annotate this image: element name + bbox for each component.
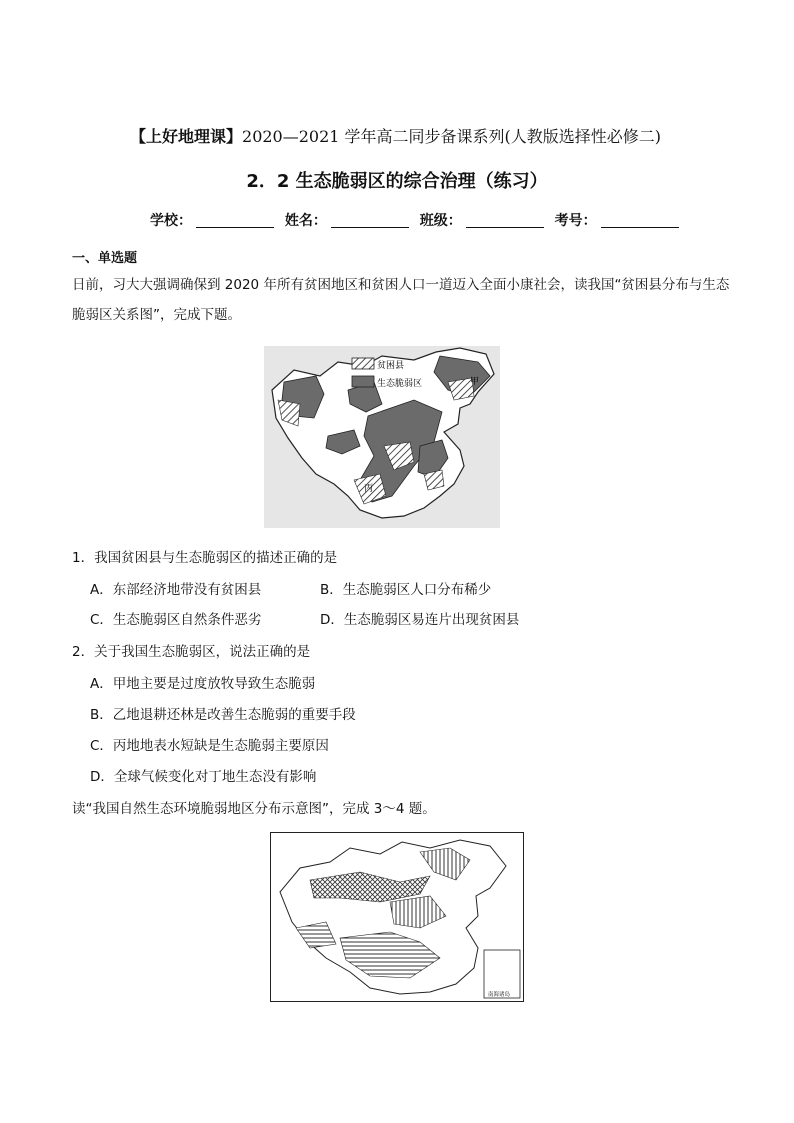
page-title: 2．2 生态脆弱区的综合治理（练习） xyxy=(246,171,548,192)
legend-poor-swatch xyxy=(352,358,374,369)
series-tag: 【上好地理课】 xyxy=(130,127,243,146)
intro-paragraph-2: 读“我国自然生态环境脆弱地区分布示意图”，完成 3～4 题。 xyxy=(72,801,436,817)
q1-option-d[interactable]: D．生态脆弱区易连片出现贫困县 xyxy=(320,612,520,628)
q2-stem: 2．关于我国生态脆弱区，说法正确的是 xyxy=(72,644,311,660)
section-heading: 一、单选题 xyxy=(72,251,138,266)
legend-poor-label: 贫困县 xyxy=(377,361,405,371)
south-sea-inset xyxy=(484,950,520,998)
student-info-row xyxy=(150,210,685,230)
name-field xyxy=(285,210,409,230)
series-header xyxy=(130,124,730,147)
q1-option-c[interactable]: C．生态脆弱区自然条件恶劣 xyxy=(90,612,262,628)
series-rest: 2020—2021 学年高二同步备课系列(人教版选择性必修二) xyxy=(242,127,662,146)
name-blank[interactable] xyxy=(331,213,409,228)
q1-option-a[interactable]: A．东部经济地带没有贫困县 xyxy=(90,582,262,598)
poverty-fragile-map xyxy=(264,346,500,528)
intro-paragraph-1: 日前，习大大强调确保到 2020 年所有贫困地区和贫困人口一道迈入全面小康社会，读我国“贫困县分布与生态脆弱区关系图”，完成下题。 xyxy=(72,277,730,323)
q1-stem: 1．我国贫困县与生态脆弱区的描述正确的是 xyxy=(72,550,338,566)
school-blank[interactable] xyxy=(196,213,274,228)
fragile-environment-map xyxy=(270,832,524,1002)
exam-no-blank[interactable] xyxy=(601,213,679,228)
exam-no-field xyxy=(555,210,679,230)
name-label: 姓名： xyxy=(284,213,327,229)
legend-fragile-swatch xyxy=(352,376,374,387)
legend-fragile-label: 生态脆弱区 xyxy=(377,379,423,389)
school-field xyxy=(150,210,274,230)
q2-option-d[interactable]: D．全球气候变化对丁地生态没有影响 xyxy=(90,769,317,785)
class-blank[interactable] xyxy=(466,213,544,228)
class-field xyxy=(420,210,544,230)
q2-option-b[interactable]: B．乙地退耕还林是改善生态脆弱的重要手段 xyxy=(90,707,356,723)
class-label: 班级： xyxy=(419,213,462,229)
map-label-bing: 丙 xyxy=(364,484,374,494)
map-label-jia: 甲 xyxy=(470,377,480,387)
exam-no-label: 考号： xyxy=(554,213,597,229)
q2-option-c[interactable]: C．丙地地表水短缺是生态脆弱主要原因 xyxy=(90,738,329,754)
q1-option-b[interactable]: B．生态脆弱区人口分布稀少 xyxy=(320,582,492,598)
school-label: 学校： xyxy=(150,213,192,229)
q2-option-a[interactable]: A．甲地主要是过度放牧导致生态脆弱 xyxy=(90,676,316,692)
south-sea-inset-label: 南海诸岛 xyxy=(488,992,511,998)
